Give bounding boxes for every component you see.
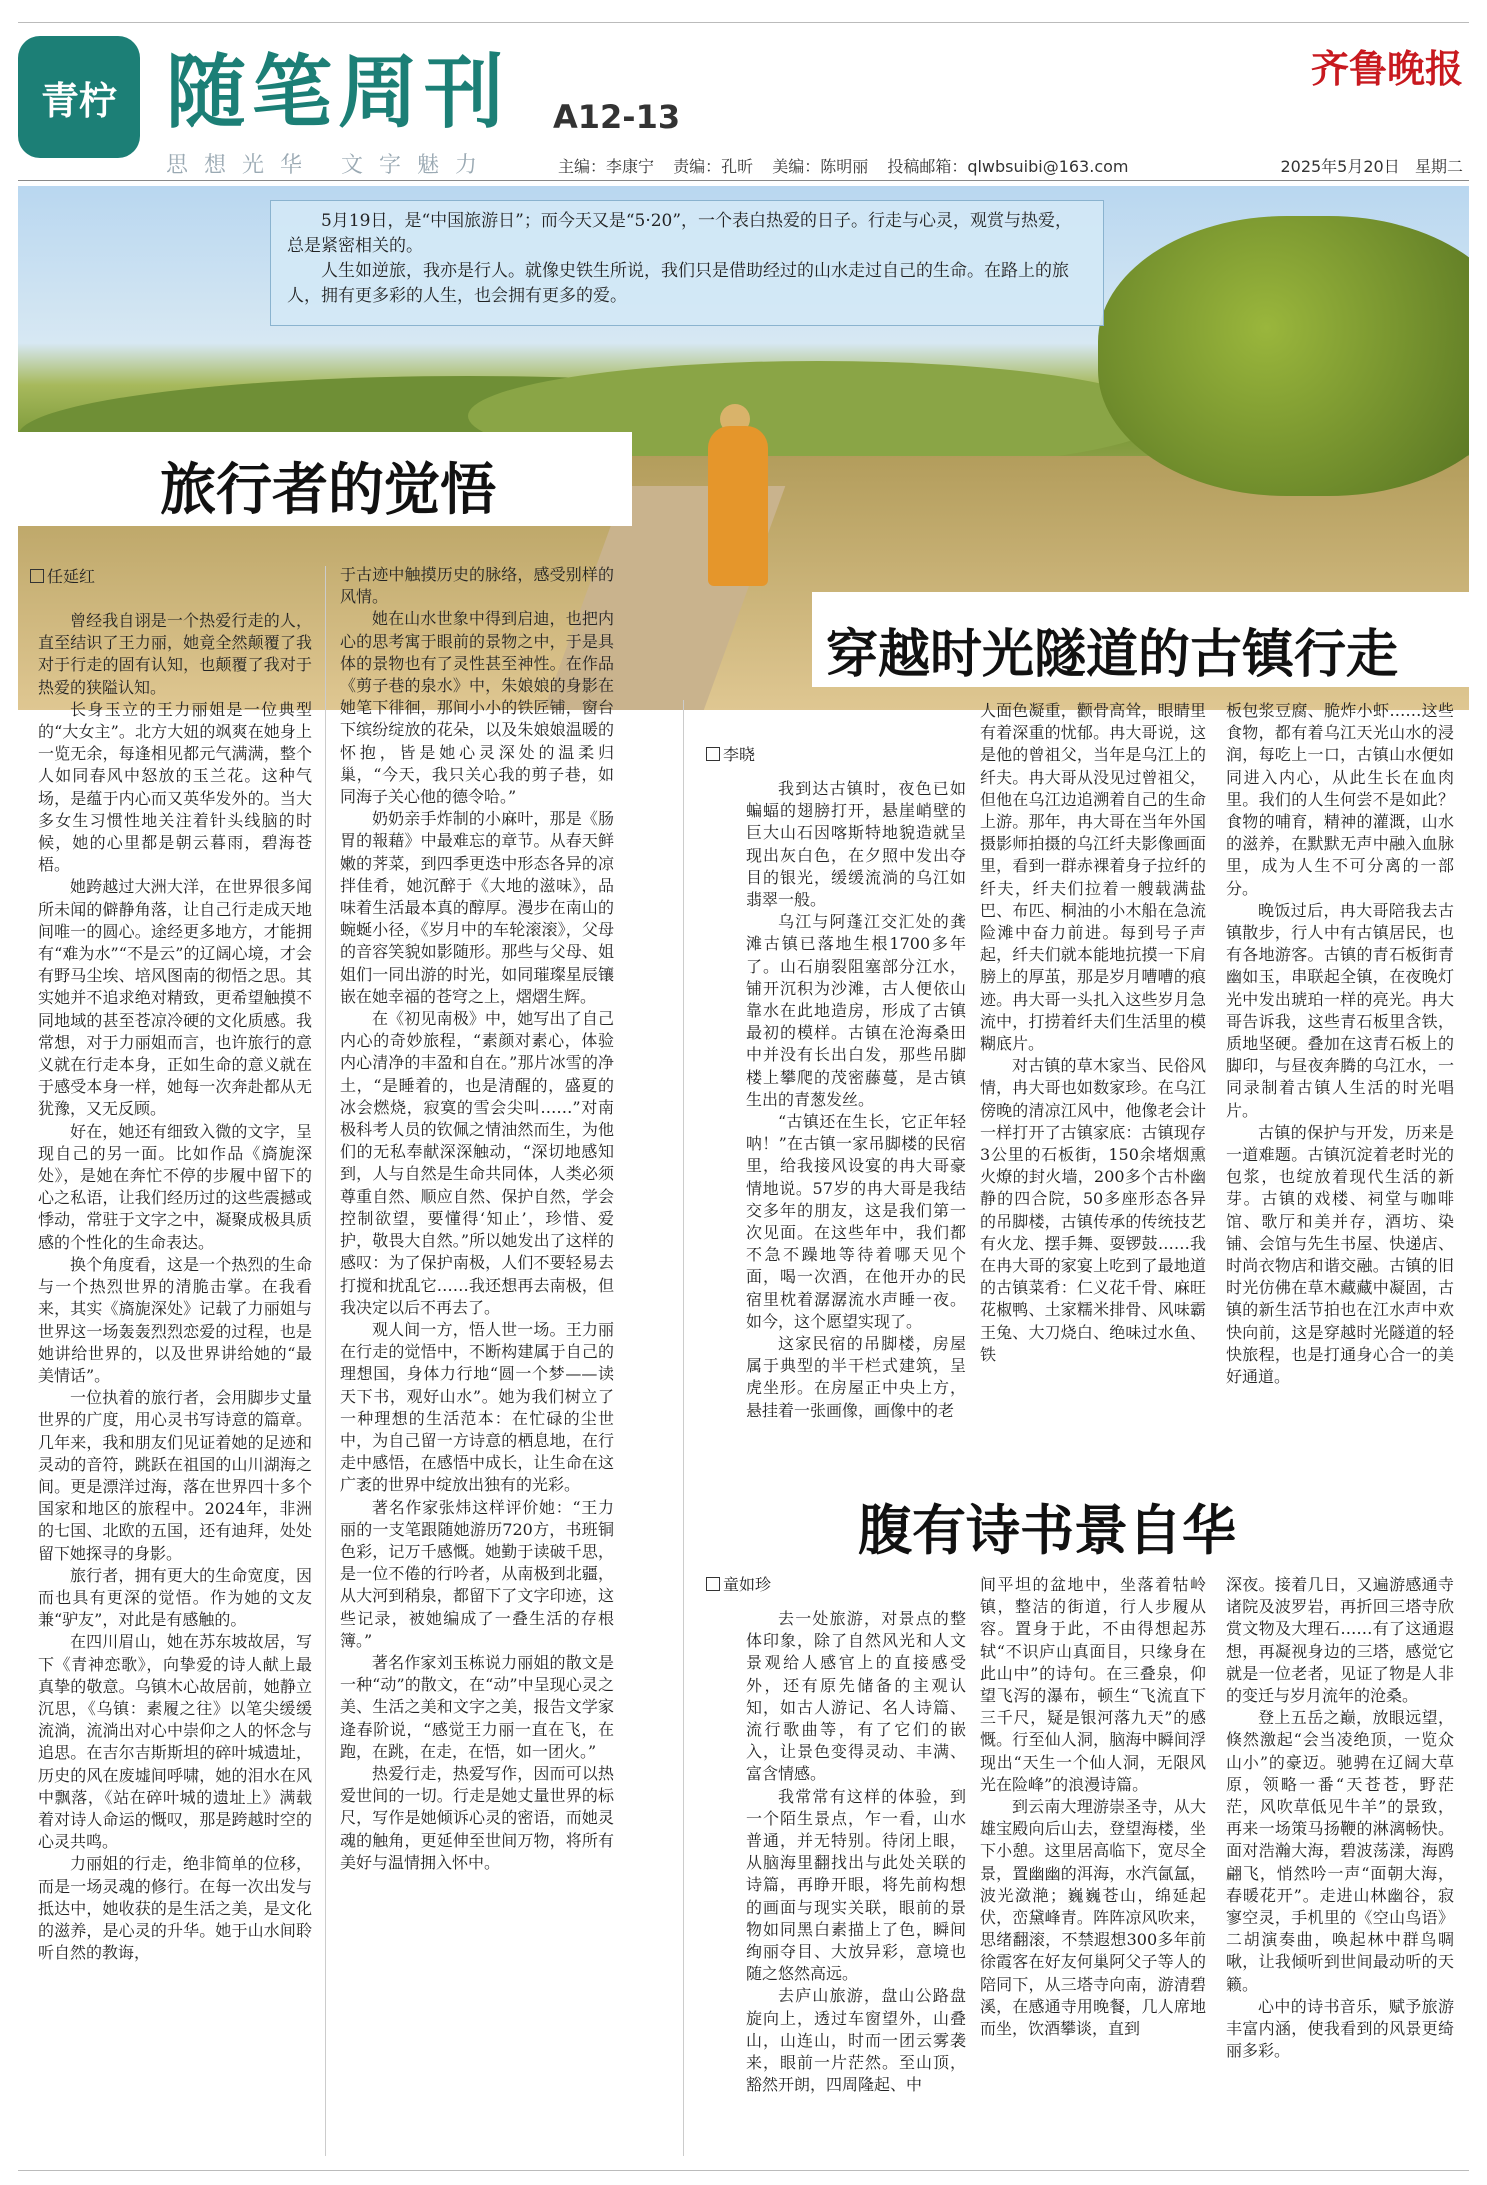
article-paragraph: 热爱行走，热爱写作，因而可以热爱世间的一切。行走是她丈量世界的标尺，写作是她倾诉心灵的密语，而她灵魂的触角，更延伸至世间万物，将所有美好与温情拥入怀中。 <box>340 1763 614 1872</box>
newspaper-brand: 齐鲁晚报 <box>1310 46 1463 91</box>
article-paragraph: 观人间一方，悟人世一场。王力丽在行走的觉悟中，不断构建属于自己的理想国，身体力行地“圆一个梦——读天下书，观好山水”。她为我们树立了一种理想的生活范本：在忙碌的尘世中，为自己留一方诗意的栖息地，在行走中感悟，在感悟中成长，让生命在这广袤的世界中绽放出独有的光彩。 <box>340 1319 614 1495</box>
weekday: 星期二 <box>1414 157 1463 176</box>
intro-paragraph: 5月19日，是“中国旅游日”；而今天又是“5·20”，一个表白热爱的日子。行走与心灵，观赏与热爱，总是紧密相关的。 <box>287 211 1073 256</box>
article-paragraph: 著名作家张炜这样评价她：“王力丽的一支笔跟随她游历720方，书班铜色彩，记万千感慨。她勤于读破千思，是一位不倦的行吟者，从南极到北疆，从大河到稍泉，都留下了文字印迹，这些记录，被她编成了一叠生活的存根簿。” <box>340 1497 614 1650</box>
article-paragraph: 著名作家刘玉栋说力丽姐的散文是一种“动”的散文，在“动”中呈现心灵之美、生活之美和文字之美，报告文学家逄春阶说，“感觉王力丽一直在飞，在跑，在跳，在走，在悟，如一团火。” <box>340 1652 614 1761</box>
article-paragraph: 深夜。接着几日，又遍游感通寺诸院及波罗岩，再折回三塔寺欣赏文物及大理石……有了这通遐想，再凝视身边的三塔，感觉它就是一位老者，见证了物是人非的变迁与岁月流年的沧桑。 <box>1226 1575 1454 1706</box>
tree-shape <box>1098 216 1469 496</box>
chief-editor: 主编：李康宁 <box>558 157 655 176</box>
article-paragraph: 人面色凝重，颧骨高耸，眼睛里有着深重的忧郁。冉大哥说，这是他的曾祖父，当年是乌江上的纤夫。冉大哥从没见过曾祖父，但他在乌江边追溯着自己的生命上游。那年，冉大哥在当年外国摄影师拍摄的乌江纤夫影像画面里，看到一群赤裸着身子拉纤的纤夫，纤夫们拉着一艘载满盐巴、布匹、桐油的小木船在急流险滩中奋力前进。每到号子声起，纤夫们就本能地抗摸一下肩膀上的厚茧，那是岁月嘈嘈的痕迹。冉大哥一头扎入这些岁月急流中，打捞着纤夫们生活里的模糊底片。 <box>980 701 1206 1054</box>
article-column <box>746 778 966 1450</box>
article-column <box>1226 700 1454 1450</box>
article-paragraph: 这家民宿的吊脚楼，房屋属于典型的半干栏式建筑，呈虎坐形。在房屋正中央上方，悬挂着一张画像，画像中的老 <box>746 1334 966 1420</box>
article-paragraph: 她在山水世象中得到启迪，也把内心的思考寓于眼前的景物之中，于是具体的景物也有了灵性甚至神性。在作品《剪子巷的泉水》中，朱娘娘的身影在她笔下徘徊，那间小小的铁匠铺，窗台下缤纷绽放的花朵，以及朱娘娘温暖的怀抱，皆是她心灵深处的温柔归巢，“今天，我只关心我的剪子巷，如同海子关心他的德令哈。” <box>340 609 614 807</box>
article-paragraph: 我到达古镇时，夜色已如蝙蝠的翅膀打开，悬崖峭壁的巨大山石因喀斯特地貌造就呈现出灰白色，在夕照中发出夺目的银光，缓缓流淌的乌江如翡翠一般。 <box>746 779 966 910</box>
article-column <box>980 700 1206 1450</box>
article-paragraph: 力丽姐的行走，绝非简单的位移，而是一场灵魂的修行。在每一次出发与抵达中，她收获的是生活之美，是文化的滋养，是心灵的升华。她于山水间聆听自然的教诲， <box>38 1854 312 1963</box>
article-author: 李晓 <box>706 744 755 766</box>
article-paragraph: 到云南大理游崇圣寺，从大雄宝殿向后山去，登望海楼，坐下小憩。这里居高临下，宽尽全景，置幽幽的洱海，水汽氤氲，波光潋滟；巍巍苍山，绵延起伏，峦黛峰青。阵阵凉风吹来，思绪翻滚，不禁遐想300多年前徐霞客在好友何巢阿父子等人的陪同下，从三塔寺向南，游清碧溪，在感通寺用晚餐，几人席地而坐，饮酒攀谈，直到 <box>980 1797 1206 2039</box>
column-divider <box>325 566 326 2156</box>
page-code: A12-13 <box>553 98 681 136</box>
header-rule <box>18 180 1469 181</box>
author-box-icon <box>706 1577 720 1591</box>
article-paragraph: 晚饭过后，冉大哥陪我去古镇散步，行人中有古镇居民，也有各地游客。古镇的青石板街青幽如玉，串联起全镇，在夜晚灯光中发出琥珀一样的亮光。冉大哥告诉我，这些青石板里含铁，质地坚硬。叠加在这青石板上的脚印，与昼夜奔腾的乌江水，一同录制着古镇人生活的时光唱片。 <box>1226 900 1454 1120</box>
article-paragraph: 在四川眉山，她在苏东坡故居，写下《青神恋歌》，向挚爱的诗人献上最真挚的敬意。乌镇木心故居前，她静立沉思，《乌镇：素履之往》以笔尖缓缓流淌，流淌出对心中崇仰之人的怀念与追思。在吉尔吉斯斯坦的碎叶城遗址，历史的风在废墟间呼啸，她的泪水在风中飘落，《站在碎叶城的遗址上》满载着对诗人命运的慨叹，那是跨越时空的心灵共鸣。 <box>38 1632 312 1852</box>
article-paragraph: “古镇还在生长，它正年轻呐！”在古镇一家吊脚楼的民宿里，给我接风设宴的冉大哥豪情地说。57岁的冉大哥是我结交多年的朋友，这是我们第一次见面。在这些年中，我们都不急不躁地等待着哪天见个面，喝一次酒，在他开办的民宿里枕着潺潺流水声睡一夜。如今，这个愿望实现了。 <box>746 1112 966 1331</box>
article-paragraph: 古镇的保护与开发，历来是一道难题。古镇沉淀着老时光的包浆，也绽放着现代生活的新芽。古镇的戏楼、祠堂与咖啡馆、歌厅和美并存，酒坊、染铺、会馆与先生书屋、快递店、时尚衣物店和谐交融。古镇的旧时光仿佛在草木藏藏中凝固，古镇的新生活节拍也在江水声中欢快向前，这是穿越时光隧道的轻快旅程，也是打通身心合一的美好通道。 <box>1226 1122 1454 1387</box>
article-title: 腹有诗书景自华 <box>858 1498 1236 1562</box>
article-column <box>38 610 312 2155</box>
article-paragraph: 心中的诗书音乐，赋予旅游丰富内涵，使我看到的风景更绮丽多彩。 <box>1226 1996 1454 2061</box>
article-author: 任延红 <box>30 566 95 588</box>
top-rule <box>18 22 1469 23</box>
article-paragraph: 长身玉立的王力丽姐是一位典型的“大女主”。北方大妞的飒爽在她身上一览无余，每逢相见都元气满满，整个人如同春风中怒放的玉兰花。这种气场，是蕴于内心而又英华发外的。当大多女生习惯性地关注着针头线脑的时候，她的心里都是朝云暮雨，碧海苍梧。 <box>38 699 312 875</box>
article-column <box>746 1608 966 2156</box>
article-column <box>1226 1574 1454 2156</box>
article-column <box>340 564 614 2158</box>
designer: 美编：陈明丽 <box>772 157 869 176</box>
article-column <box>980 1574 1206 2156</box>
article-paragraph: 她跨越过大洲大洋，在世界很多闻所未闻的僻静角落，让自己行走成天地间唯一的圆心。途经更多地方，才能拥有“难为水”“不是云”的辽阔心境，才会有野马尘埃、培风图南的彻悟之思。其实她并不追求绝对精致，更希望触摸不同地域的甚至苍凉冷硬的文化质感。我常想，对于力丽姐而言，也许旅行的意义就在行走本身，正如生命的意义就在于感受本身一样，她每一次奔赴都从无犹豫，又无反顾。 <box>38 877 312 1119</box>
article-paragraph: 我常常有这样的体验，到一个陌生景点，乍一看，山水普通，并无特别。待闭上眼，从脑海里翻找出与此处关联的诗篇，再睁开眼，将先前构想的画面与现实关联，眼前的景物如同黑白素描上了色，瞬间绚丽夺目、大放异彩，意境也随之悠然高远。 <box>746 1786 966 1984</box>
article-paragraph: 换个角度看，这是一个热烈的生命与一个热烈世界的清脆击掌。在我看来，其实《旖旎深处》记载了力丽姐与世界这一场轰轰烈烈恋爱的过程，也是她讲给世界的，以及世界讲给她的“最美情话”。 <box>38 1254 312 1385</box>
editor: 责编：孔昕 <box>673 157 754 176</box>
bottom-rule <box>18 2170 1469 2171</box>
editor-credits <box>558 154 1143 177</box>
article-paragraph: 曾经我自诩是一个热爱行走的人，直至结识了王力丽，她竟全然颠覆了我对于行走的固有认知，也颠覆了我对于热爱的狭隘认知。 <box>38 611 312 697</box>
article-paragraph: 间平坦的盆地中，坐落着牯岭镇，整洁的街道，行人步履从容。置身于此，不由得想起苏轼“不识庐山真面目，只缘身在此山中”的诗句。在三叠泉，仰望飞泻的瀑布，顿生“飞流直下三千尺，疑是银河落九天”的感慨。行至仙人洞，脑海中瞬间浮现出“天生一个仙人洞，无限风光在险峰”的浪漫诗篇。 <box>980 1575 1206 1794</box>
submission-email[interactable]: 投稿邮箱：qlwbsuibi@163.com <box>887 157 1129 176</box>
article-paragraph: 板包浆豆腐、脆炸小虾……这些食物，都有着乌江天光山水的浸润，每吃上一口，古镇山水便如同进入内心，从此生长在血肉里。我们的人生何尝不是如此？食物的哺育，精神的灌溉，山水的滋养，在默默无声中融入血脉里，成为人生不可分离的一部分。 <box>1226 701 1454 898</box>
slogan: 思想光华 文字魅力 <box>166 153 493 178</box>
article-paragraph: 乌江与阿蓬江交汇处的龚滩古镇已落地生根1700多年了。山石崩裂阻塞部分江水，铺开沉积为沙滩，古人便依山靠水在此地造房，形成了古镇最初的模样。古镇在沧海桑田中并没有长出白发，那些吊脚楼上攀爬的茂密藤蔓，是古镇生出的青葱发丝。 <box>746 912 966 1109</box>
issue-date: 2025年5月20日 <box>1280 157 1400 176</box>
column-divider <box>683 700 684 2156</box>
intro-box <box>270 200 1104 326</box>
article-paragraph: 去庐山旅游，盘山公路盘旋向上，透过车窗望外，山叠山，山连山，时而一团云雾袭来，眼前一片茫然。至山顶，豁然开朗，四周隆起、中 <box>746 1986 966 2095</box>
article-paragraph: 对古镇的草木家当、民俗风情，冉大哥也如数家珍。在乌江傍晚的清凉江风中，他像老会计一样打开了古镇家底：古镇现存3公里的石板街，150余堵烟熏火燎的封火墙，200多个古朴幽静的四合院，50多座形态各异的吊脚楼，古镇传承的传统技艺有火龙、摆手舞、耍锣鼓……我在冉大哥的家宴上吃到了最地道的古镇菜肴：仁义花千骨、麻旺花椒鸭、土家糯米排骨、风味霸王兔、大刀烧白、绝味过水鱼、铁 <box>980 1056 1206 1364</box>
author-box-icon <box>706 747 720 761</box>
article-paragraph: 登上五岳之巅，放眼远望，倏然激起“会当凌绝顶，一览众山小”的豪迈。驰骋在辽阔大草原，领略一番“天苍苍，野茫茫，风吹草低见牛羊”的景致，再来一场策马扬鞭的淋漓畅快。面对浩瀚大海，碧波荡漾，海鸥翩飞，悄然吟一声“面朝大海，春暖花开”。走进山林幽谷，寂寥空灵，手机里的《空山鸟语》二胡演奏曲，唤起林中群鸟啁啾，让我倾听到世间最动听的天籁。 <box>1226 1708 1454 1994</box>
article-paragraph: 在《初见南极》中，她写出了自己内心的奇妙旅程，“素颜对素心，体验内心清净的丰盈和自在。”那片冰雪的净土，“是睡着的，也是清醒的，盛夏的冰会燃烧，寂寞的雪会尖叫……”对南极科考人员的钦佩之情油然而生，为他们的无私奉献深深触动，“深切地感知到，人与自然是生命共同体，人类必须尊重自然、顺应自然、保护自然，学会控制欲望，要懂得‘知止’，珍惜、爱护，敬畏大自然。”所以她发出了这样的感叹：为了保护南极，人们不要轻易去打搅和扰乱它……我还想再去南极，但我决定以后不再去了。 <box>340 1009 614 1317</box>
section-title: 随笔周刊 <box>166 46 510 139</box>
article-paragraph: 旅行者，拥有更大的生命宽度，因而也具有更深的觉悟。作为她的文友兼“驴友”，对此是有感触的。 <box>38 1565 312 1630</box>
intro-paragraph: 人生如逆旅，我亦是行人。就像史铁生所说，我们只是借助经过的山水走过自己的生命。在路上的旅人，拥有更多彩的人生，也会拥有更多的爱。 <box>287 261 1069 306</box>
article-title: 旅行者的觉悟 <box>160 457 496 523</box>
article-paragraph: 于古迹中触摸历史的脉络，感受别样的风情。 <box>340 565 614 607</box>
article-paragraph: 好在，她还有细致入微的文字，呈现自己的另一面。比如作品《旖旎深处》，是她在奔忙不停的步履中留下的心之私语，让我们经历过的这些震撼或悸动，常驻于文字之中，凝聚成极具质感的个性化的生命表达。 <box>38 1121 312 1252</box>
article-author: 童如珍 <box>706 1574 771 1596</box>
article-title: 穿越时光隧道的古镇行走 <box>826 624 1399 685</box>
hiker-backpack-shape <box>708 426 768 586</box>
author-box-icon <box>30 569 44 583</box>
logo: 青柠 <box>18 36 140 158</box>
article-paragraph: 一位执着的旅行者，会用脚步丈量世界的广度，用心灵书写诗意的篇章。几年来，我和朋友们见证着她的足迹和灵动的音符，跳跃在祖国的山川湖海之间。更是漂洋过海，落在世界四十多个国家和地区的旅程中。2024年，非洲的七国、北欧的五国，还有迪拜，处处留下她探寻的身影。 <box>38 1388 312 1563</box>
date-line <box>1280 154 1463 177</box>
article-paragraph: 去一处旅游，对景点的整体印象，除了自然风光和人文景观给人感官上的直接感受外，还有原先储备的主观认知，如古人游记、名人诗篇、流行歌曲等，有了它们的嵌入，让景色变得灵动、丰满、富含情感。 <box>746 1609 966 1784</box>
article-paragraph: 奶奶亲手炸制的小麻叶，那是《肠胃的報藉》中最难忘的章节。从春天鲜嫩的荠菜，到四季更迭中形态各异的凉拌佳肴，她沉醉于《大地的滋味》，品味着生活最本真的醇厚。漫步在南山的蜿蜒小径，《岁月中的车轮滚滚》，父母的音容笑貌如影随形。那些与父母、姐姐们一同出游的时光，如同璀璨星辰镶嵌在她幸福的苍穹之上，熠熠生辉。 <box>340 809 614 1006</box>
